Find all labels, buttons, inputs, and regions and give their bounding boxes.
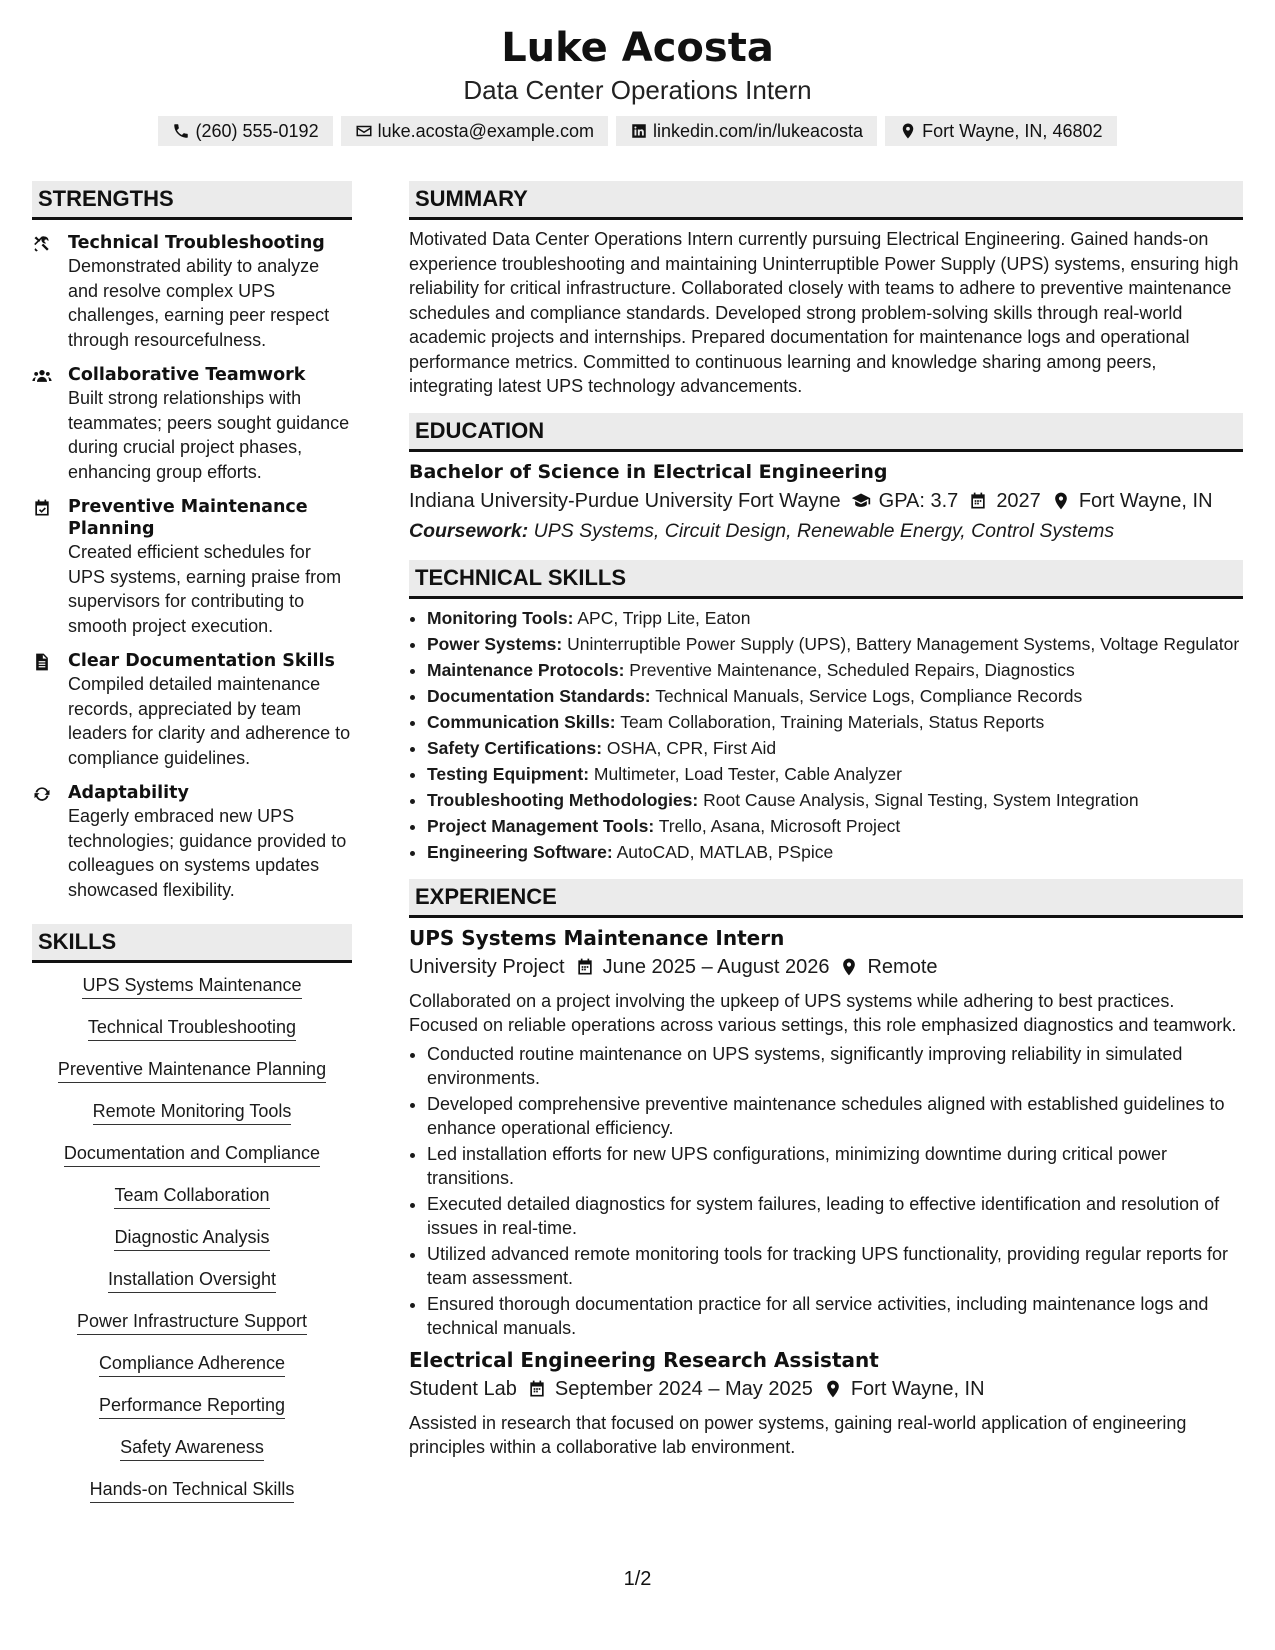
list-item: • Communication Skills: Team Collaboration, Training Materials, Status Reports [427, 709, 1243, 735]
candidate-title: Data Center Operations Intern [463, 75, 812, 105]
page-number: 1/2 [623, 1568, 652, 1590]
contact-linkedin[interactable] [616, 116, 877, 146]
resume-header [0, 0, 1275, 146]
technical-skills-list [409, 605, 1243, 865]
contact-email[interactable] [341, 116, 608, 146]
list-item: • Led installation efforts for new UPS configurations, minimizing downtime during critical power transitions. [427, 1142, 1243, 1190]
strength-desc: Built strong relationships with teammates; peers sought guidance during crucial project phases, enhancing group efforts. [68, 388, 350, 482]
skill-tag: Team Collaboration [32, 1183, 352, 1209]
skill-tag: Hands-on Technical Skills [32, 1477, 352, 1503]
job-location: Fort Wayne, IN [850, 1377, 985, 1400]
school-name: Indiana University-Purdue University Fort Wayne [409, 489, 841, 512]
strength-desc: Compiled detailed maintenance records, appreciated by team leaders for clarity and adherence to compliance guidelines. [68, 674, 351, 768]
degree-title: Bachelor of Science in Electrical Engineering [409, 460, 888, 483]
list-item: • Maintenance Protocols: Preventive Maintenance, Scheduled Repairs, Diagnostics [427, 657, 1243, 683]
list-item: • Developed comprehensive preventive maintenance schedules aligned with established guidelines to enhance operational efficiency. [427, 1092, 1243, 1140]
graduation-year: 2027 [996, 489, 1041, 512]
candidate-name: Luke Acosta [501, 25, 774, 71]
experience-heading: EXPERIENCE [409, 879, 1243, 918]
job-meta [409, 1374, 1243, 1404]
map-pin-icon [823, 1379, 843, 1399]
strength-item [32, 496, 352, 638]
job-summary: Assisted in research that focused on power systems, gaining real-world application of engineering principles within a collaborative lab environment. [409, 1412, 1187, 1457]
graduation-cap-icon [851, 491, 871, 511]
linkedin-icon [630, 122, 648, 140]
left-column [32, 181, 352, 1519]
school-location: Fort Wayne, IN [1078, 489, 1213, 512]
contact-phone [158, 116, 332, 146]
file-icon [32, 652, 52, 672]
right-column [409, 181, 1243, 1460]
job-dates: June 2025 – August 2026 [602, 955, 830, 978]
list-item: • Safety Certifications: OSHA, CPR, First Aid [427, 735, 1243, 761]
skill-tag: Preventive Maintenance Planning [32, 1057, 352, 1083]
users-icon [32, 366, 52, 386]
phone-text: (260) 555-0192 [195, 121, 319, 141]
strength-title: Preventive Maintenance Planning [68, 497, 308, 539]
strength-title: Adaptability [68, 783, 189, 803]
job-title: UPS Systems Maintenance Intern [409, 925, 785, 950]
list-item: • Conducted routine maintenance on UPS systems, significantly improving reliability in simulated environments. [427, 1042, 1243, 1090]
strength-desc: Created efficient schedules for UPS systems, earning praise from supervisors for contributing to smooth project execution. [68, 542, 342, 636]
email-text: luke.acosta@example.com [377, 121, 594, 141]
job-entry [409, 924, 1243, 1340]
technical-skills-heading: TECHNICAL SKILLS [409, 560, 1243, 599]
gpa-text: GPA: 3.7 [878, 489, 959, 512]
contact-bar [0, 116, 1275, 146]
skill-tag: Diagnostic Analysis [32, 1225, 352, 1251]
calendar-check-icon [32, 498, 52, 518]
list-item: • Power Systems: Uninterruptible Power Supply (UPS), Battery Management Systems, Voltage Regulator [427, 631, 1243, 657]
coursework-list: UPS Systems, Circuit Design, Renewable Energy, Control Systems [533, 519, 1115, 542]
skill-tag: Power Infrastructure Support [32, 1309, 352, 1335]
sync-icon [32, 784, 52, 804]
skill-tag: UPS Systems Maintenance [32, 973, 352, 999]
skill-tag: Documentation and Compliance [32, 1141, 352, 1167]
linkedin-text: linkedin.com/in/lukeacosta [652, 121, 864, 141]
map-pin-icon [899, 122, 917, 140]
job-summary: Collaborated on a project involving the upkeep of UPS systems while adhering to best practices. Focused on reliable operations across various settings, this role emphasized diagnostics and teamwork. [409, 990, 1237, 1035]
calendar-icon [968, 491, 988, 511]
phone-icon [172, 122, 190, 140]
strength-desc: Demonstrated ability to analyze and resolve complex UPS challenges, earning peer respect through resourcefulness. [68, 256, 330, 350]
strength-title: Technical Troubleshooting [68, 233, 325, 253]
list-item: • Ensured thorough documentation practice for all service activities, including maintenance logs and technical manuals. [427, 1292, 1243, 1340]
calendar-icon [527, 1379, 547, 1399]
strength-item [32, 782, 352, 902]
job-bullets [409, 1042, 1243, 1340]
contact-location [885, 116, 1116, 146]
map-pin-icon [839, 957, 859, 977]
tools-icon [32, 234, 52, 254]
job-entry [409, 1346, 1243, 1460]
job-org: Student Lab [409, 1377, 517, 1400]
job-location: Remote [867, 955, 938, 978]
job-dates: September 2024 – May 2025 [554, 1377, 813, 1400]
skills-list [32, 973, 352, 1503]
list-item: • Executed detailed diagnostics for system failures, leading to effective identification and resolution of issues in real-time. [427, 1192, 1243, 1240]
list-item: • Monitoring Tools: APC, Tripp Lite, Eaton [427, 605, 1243, 631]
skill-tag: Compliance Adherence [32, 1351, 352, 1377]
strengths-heading: STRENGTHS [32, 181, 352, 220]
list-item: • Testing Equipment: Multimeter, Load Tester, Cable Analyzer [427, 761, 1243, 787]
summary-text: Motivated Data Center Operations Intern currently pursuing Electrical Engineering. Gained hands-on experience troubleshooting and maintaining Uninterruptible Power Supply (UPS) systems, ensuring high reliability for critical infrastructure. Collaborated closely with teams to adhere to preventive maintenance schedules and compliance standards. Developed strong problem-solving skills through real-world academic projects and internships. Prepared documentation for maintenance logs and operational performance metrics. Committed to continuous learning and knowledge sharing among peers, integrating latest UPS technology advancements. [409, 229, 1239, 396]
envelope-icon [355, 122, 373, 140]
list-item: • Project Management Tools: Trello, Asana, Microsoft Project [427, 813, 1243, 839]
summary-heading: SUMMARY [409, 181, 1243, 220]
list-item: • Troubleshooting Methodologies: Root Cause Analysis, Signal Testing, System Integration [427, 787, 1243, 813]
location-text: Fort Wayne, IN, 46802 [922, 121, 1103, 141]
list-item: • Utilized advanced remote monitoring tools for tracking UPS functionality, providing regular reports for team assessment. [427, 1242, 1243, 1290]
skill-tag: Installation Oversight [32, 1267, 352, 1293]
education-meta [409, 486, 1243, 516]
strength-item [32, 232, 352, 352]
strength-item [32, 364, 352, 484]
list-item: • Documentation Standards: Technical Manuals, Service Logs, Compliance Records [427, 683, 1243, 709]
education-heading: EDUCATION [409, 413, 1243, 452]
skill-tag: Technical Troubleshooting [32, 1015, 352, 1041]
coursework-label: Coursework: [409, 519, 529, 542]
skill-tag: Safety Awareness [32, 1435, 352, 1461]
skill-tag: Remote Monitoring Tools [32, 1099, 352, 1125]
strength-desc: Eagerly embraced new UPS technologies; guidance provided to colleagues on systems updates showcased flexibility. [68, 806, 347, 900]
strengths-list [32, 232, 352, 902]
strength-item [32, 650, 352, 770]
list-item: • Engineering Software: AutoCAD, MATLAB, PSpice [427, 839, 1243, 865]
map-pin-icon [1051, 491, 1071, 511]
strength-title: Clear Documentation Skills [68, 651, 335, 671]
job-title: Electrical Engineering Research Assistant [409, 1347, 879, 1372]
strength-title: Collaborative Teamwork [68, 365, 306, 385]
calendar-icon [575, 957, 595, 977]
coursework-line [409, 516, 1243, 546]
skill-tag: Performance Reporting [32, 1393, 352, 1419]
job-org: University Project [409, 955, 565, 978]
job-meta [409, 952, 1243, 982]
skills-heading: SKILLS [32, 924, 352, 963]
